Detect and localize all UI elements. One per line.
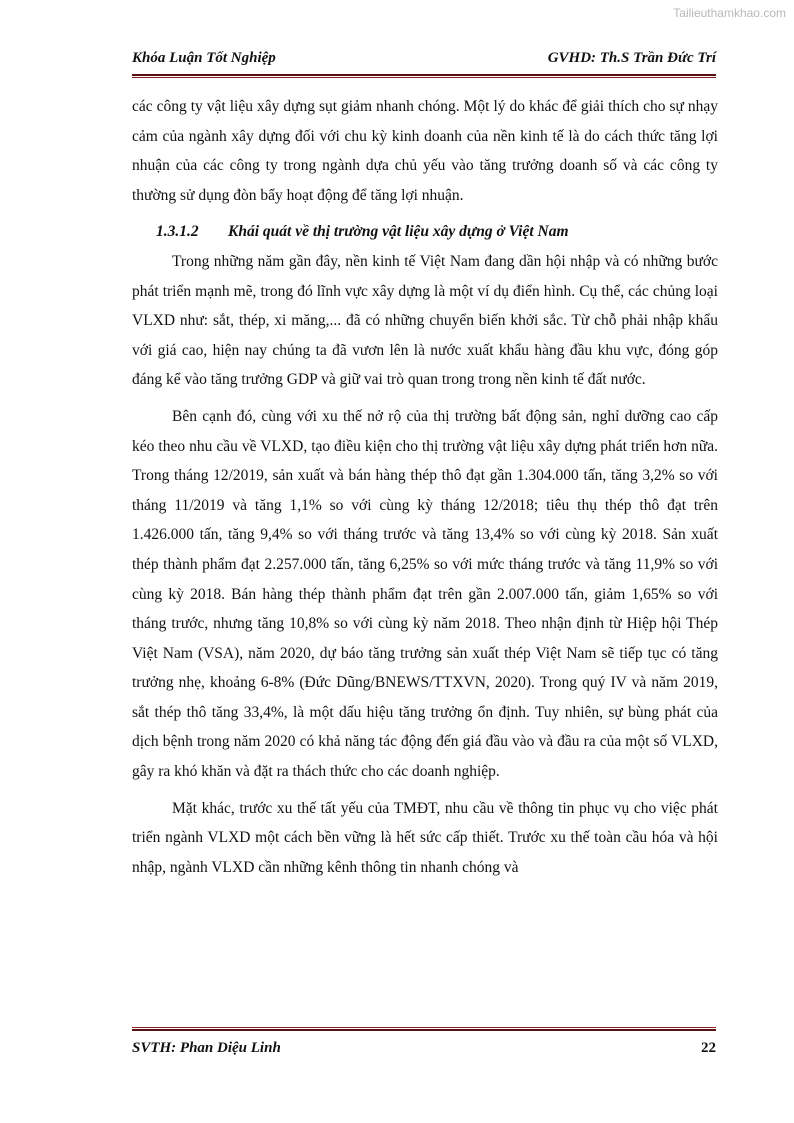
header-divider: [132, 74, 716, 77]
paragraph-ecommerce: Mặt khác, trước xu thế tất yếu của TMĐT, nhu cầu về thông tin phục vụ cho việc phát triển ngành VLXD một cách bền vững là hết sức cấp thiết. Trước xu thế toàn cầu hóa và hội nhập, ngành VLXD cần những kênh thông tin nhanh chóng và: [132, 799, 718, 876]
section-title: Khái quát về thị trường vật liệu xây dựng ở Việt Nam: [228, 223, 569, 241]
footer-divider: [132, 1027, 716, 1031]
footer-student: SVTH: Phan Diệu Linh: [132, 1040, 281, 1056]
paragraph-continuation: các công ty vật liệu xây dựng sụt giảm nhanh chóng. Một lý do khác để giải thích cho sự nhạy cảm của ngành xây dựng đối với chu kỳ kinh doanh của nền kinh tế là do cách thức tăng lợi nhuận của các công ty trong ngành dựa chủ yếu vào tăng trưởng doanh số và các công ty thường sử dụng đòn bẩy hoạt động để tăng lợi nhuận.: [132, 98, 718, 204]
section-heading: [132, 217, 718, 247]
page-footer: [132, 1040, 716, 1062]
paragraph-market-data: Bên cạnh đó, cùng với xu thế nở rộ của thị trường bất động sản, nghỉ dưỡng cao cấp kéo theo nhu cầu về VLXD, tạo điều kiện cho thị trường vật liệu xây dựng phát triển hơn nữa. Trong tháng 12/2019, sản xuất và bán hàng thép thô đạt gần 1.304.000 tấn, tăng 3,2% so với tháng 11/2019 và tăng 1,1% so với cùng kỳ tháng 12/2018; tiêu thụ thép thô đạt trên 1.426.000 tấn, tăng 9,4% so với tháng trước và tăng 13,4% so với cùng kỳ 2018. Sản xuất thép thành phẩm đạt 2.257.000 tấn, tăng 6,25% so với mức tháng trước và tăng 11,9% so với cùng kỳ 2018. Bán hàng thép thành phẩm đạt trên gần 2.007.000 tấn, giảm 1,65% so với tháng trước, nhưng tăng 10,8% so với cùng kỳ năm 2018. Theo nhận định từ Hiệp hội Thép Việt Nam (VSA), năm 2020, dự báo tăng trưởng sản xuất thép Việt Nam sẽ tiếp tục có tăng trưởng nhẹ, khoảng 6-8% (Đức Dũng/BNEWS/TTXVN, 2020). Trong quý IV và năm 2019, sắt thép thô tăng 33,4%, là một dấu hiệu tăng trưởng ổn định. Tuy nhiên, sự bùng phát của dịch bệnh trong năm 2020 có khả năng tác động đến giá đầu vào và đầu ra của một số VLXD, gây ra khó khăn và đặt ra thách thức cho các doanh nghiệp.: [132, 407, 718, 781]
section-number: 1.3.1.2: [156, 223, 199, 241]
page-number: 22: [701, 1040, 716, 1056]
header-thesis-title: Khóa Luận Tốt Nghiệp: [132, 50, 276, 66]
page-body: [132, 92, 718, 889]
paragraph-overview: Trong những năm gần đây, nền kinh tế Việt Nam đang dần hội nhập và có những bước phát triển mạnh mẽ, trong đó lĩnh vực xây dựng là một ví dụ điển hình. Cụ thể, các chủng loại VLXD như: sắt, thép, xi măng,... đã có những chuyển biến khởi sắc. Từ chỗ phải nhập khẩu với giá cao, hiện nay chúng ta đã vươn lên là nước xuất khẩu hàng đầu khu vực, đóng góp đáng kể vào tăng trưởng GDP và giữ vai trò quan trong trong nền kinh tế đất nước.: [132, 252, 718, 389]
header-advisor: GVHD: Th.S Trần Đức Trí: [547, 50, 716, 66]
watermark: Tailieuthamkhao.com: [673, 6, 786, 20]
page-header: [132, 50, 716, 72]
